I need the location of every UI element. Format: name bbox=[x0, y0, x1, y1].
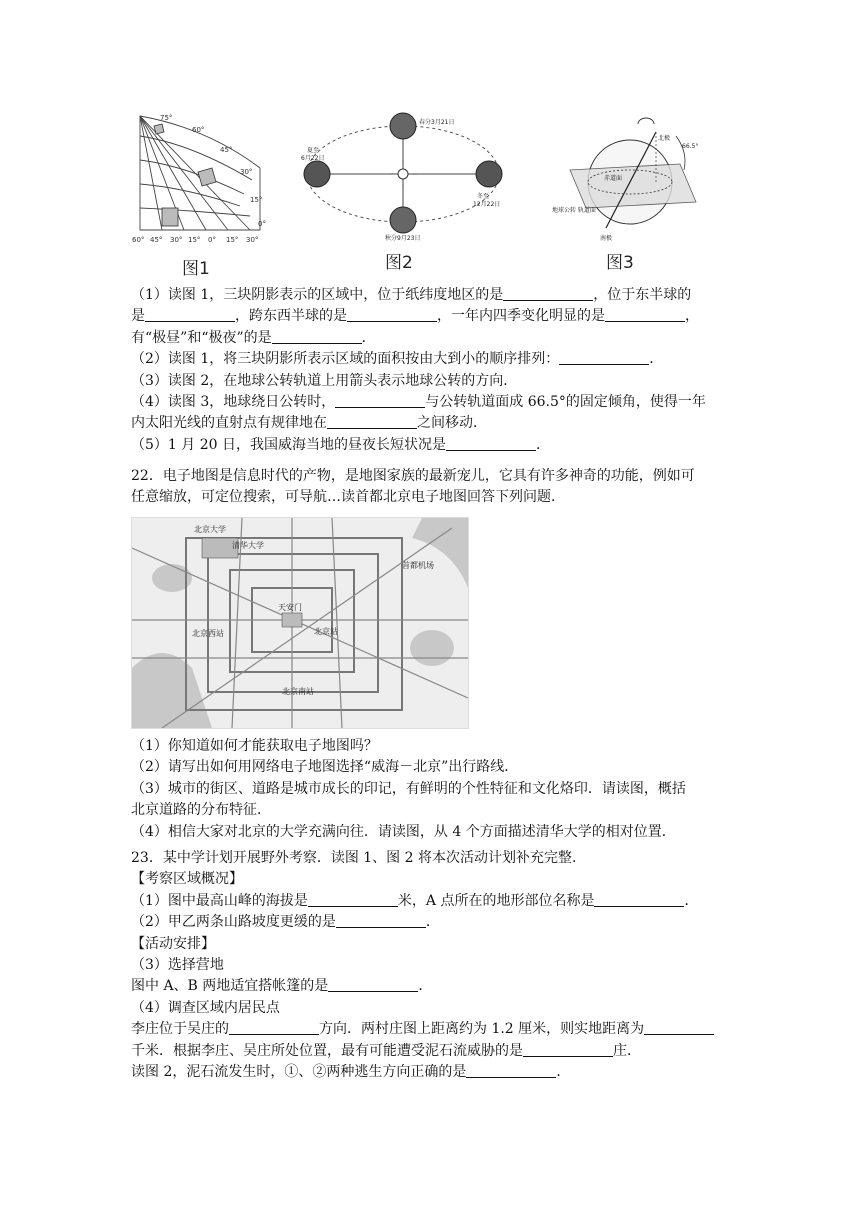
answer-blank[interactable] bbox=[336, 913, 426, 928]
latlong-grid-diagram bbox=[132, 108, 272, 248]
lat-label: 60° bbox=[192, 126, 205, 134]
answer-blank[interactable] bbox=[466, 1063, 556, 1078]
figure-1 bbox=[132, 108, 272, 279]
lat-label: 15° bbox=[250, 196, 263, 204]
q22-part3-line1: （3）城市的街区、道路是城市成长的印记，有鲜明的个性特征和文化烙印．请读图，概括 bbox=[131, 780, 686, 797]
answer-blank[interactable] bbox=[559, 350, 649, 365]
q23-part1: （1）图中最高山峰的海拔是 米，A 点所在的地形部位名称是 ． bbox=[131, 892, 699, 909]
lon-label: 15° bbox=[226, 236, 239, 244]
answer-blank[interactable] bbox=[644, 1020, 714, 1035]
answer-blank[interactable] bbox=[335, 393, 425, 408]
q23-part4-title: （4）调查区域内居民点 bbox=[131, 999, 280, 1016]
q21-part5: （5）1 月 20 日，我国威海当地的昼夜长短状况是 ． bbox=[131, 436, 550, 453]
winter-solstice-label: 冬至 bbox=[477, 193, 490, 200]
q23-part4-line1: 李庄位于吴庄的 方向．两村庄图上距离约为 1.2 厘米，则实地距离为 bbox=[131, 1019, 731, 1040]
answer-blank[interactable] bbox=[347, 307, 437, 322]
q22-part3-line2: 北京道路的分布特征． bbox=[131, 802, 271, 819]
q21-part1-line2: 是 ，跨东西半球的是 ，一年内四季变化明显的是 ， bbox=[131, 308, 699, 325]
lon-label: 60° bbox=[132, 236, 145, 244]
answer-blank[interactable] bbox=[523, 1042, 613, 1057]
lat-label: 0° bbox=[258, 220, 266, 228]
map-label: 清华大学 bbox=[232, 541, 264, 550]
figure-3 bbox=[550, 108, 710, 276]
south-pole-label: 南极 bbox=[600, 235, 613, 242]
map-label: 北京南站 bbox=[282, 687, 314, 696]
answer-blank[interactable] bbox=[594, 892, 684, 907]
q21-part4-line2: 内太阳光线的直射点有规律地在 之间移动． bbox=[131, 415, 487, 432]
q23-part4-line2: 千米．根据李庄、吴庄所处位置，最有可能遭受泥石流威胁的是 庄． bbox=[131, 1042, 641, 1059]
lon-label: 30° bbox=[170, 236, 183, 244]
question-22-parts bbox=[131, 736, 731, 843]
map-label: 北京西站 bbox=[192, 629, 224, 638]
lat-label: 30° bbox=[240, 168, 253, 176]
map-label: 天安门 bbox=[278, 603, 302, 612]
autumn-equinox-label: 秋分9月23日 bbox=[385, 235, 421, 242]
answer-blank[interactable] bbox=[145, 307, 235, 322]
map-label: 北京站 bbox=[314, 627, 338, 636]
q23-part2: （2）甲乙两条山路坡度更缓的是 ． bbox=[131, 914, 440, 931]
q23-part3-title: （3）选择营地 bbox=[131, 957, 224, 974]
lon-label: 30° bbox=[246, 236, 259, 244]
figure-1-caption: 图1 bbox=[182, 259, 210, 279]
q21-part1-line3: 有“极昼”和“极夜”的是 ． bbox=[131, 329, 376, 346]
tilt-angle-label: 66.5° bbox=[682, 143, 699, 150]
spring-equinox-label: 春分3月21日 bbox=[419, 119, 455, 126]
q22-part4: （4）相信大家对北京的大学充满向往．请读图，从 4 个方面描述清华大学的相对位置． bbox=[131, 823, 676, 840]
summer-solstice-label: 夏至 bbox=[307, 147, 320, 154]
q21-part1-line1: （1）读图 1，三块阴影表示的区域中，位于纸纬度地区的是 ，位于东半球的 bbox=[131, 287, 692, 303]
lat-label: 45° bbox=[220, 146, 233, 154]
orbit-plane-label: 地球公转 轨道面 bbox=[552, 207, 596, 214]
q23-section-activity: 【活动安排】 bbox=[131, 935, 215, 952]
q23-part5: 读图 2，泥石流发生时，①、②两种逃生方向正确的是 ． bbox=[131, 1064, 571, 1081]
answer-blank[interactable] bbox=[272, 329, 362, 344]
q22-part1: （1）你知道如何才能获取电子地图吗？ bbox=[131, 738, 378, 754]
equator-plane-label: 赤道面 bbox=[604, 175, 623, 182]
answer-blank[interactable] bbox=[327, 414, 417, 429]
north-pole-label: 北极 bbox=[658, 135, 671, 142]
summer-date-label: 6月22日 bbox=[301, 155, 325, 162]
answer-blank[interactable] bbox=[328, 977, 418, 992]
answer-blank[interactable] bbox=[503, 286, 593, 301]
answer-blank[interactable] bbox=[229, 1020, 319, 1035]
q23-section-overview: 【考察区域概况】 bbox=[131, 871, 243, 888]
question-21 bbox=[131, 285, 731, 456]
q21-part4-line1: （4）读图 3，地球绕日公转时， 与公转轨道面成 66.5°的固定倾角，使得一年 bbox=[131, 394, 706, 411]
q23-intro: 23．某中学计划开展野外考察．读图 1、图 2 将本次活动计划补充完整． bbox=[131, 850, 586, 866]
answer-blank[interactable] bbox=[308, 892, 398, 907]
map-label: 首都机场 bbox=[402, 561, 434, 570]
map-label: 北京大学 bbox=[194, 525, 226, 534]
answer-blank[interactable] bbox=[446, 436, 536, 451]
figure-strip bbox=[132, 108, 710, 279]
q22-intro-line1: 22．电子地图是信息时代的产物，是地图家族的最新宠儿，它具有许多神奇的功能，例如可 bbox=[131, 468, 695, 484]
winter-date-label: 12月22日 bbox=[473, 201, 501, 208]
lon-label: 15° bbox=[188, 236, 201, 244]
q22-part2: （2）请写出如何用网络电子地图选择“威海－北京”出行路线． bbox=[131, 759, 519, 776]
figure-3-caption: 图3 bbox=[606, 253, 634, 273]
lon-label: 0° bbox=[208, 236, 216, 244]
question-22-intro bbox=[131, 466, 731, 509]
beijing-electronic-map bbox=[131, 517, 469, 729]
earth-tilt-diagram bbox=[550, 108, 710, 248]
lat-label: 75° bbox=[160, 114, 173, 122]
q21-part3: （3）读图 2，在地球公转轨道上用箭头表示地球公转的方向． bbox=[131, 372, 518, 389]
q23-part3: 图中 A、B 两地适宜搭帐篷的是 ． bbox=[131, 978, 433, 995]
beijing-map-graphic bbox=[132, 518, 468, 728]
lon-label: 45° bbox=[150, 236, 163, 244]
answer-blank[interactable] bbox=[605, 307, 685, 322]
earth-orbit-diagram bbox=[297, 108, 512, 248]
figure-2-caption: 图2 bbox=[385, 253, 413, 273]
q21-part2: （2）读图 1，将三块阴影所表示区域的面积按由大到小的顺序排列： ． bbox=[131, 351, 664, 368]
q22-intro-line2: 任意缩放，可定位搜索，可导航…读首都北京电子地图回答下列问题． bbox=[131, 489, 565, 506]
figure-2 bbox=[297, 108, 512, 276]
question-23 bbox=[131, 848, 731, 1083]
